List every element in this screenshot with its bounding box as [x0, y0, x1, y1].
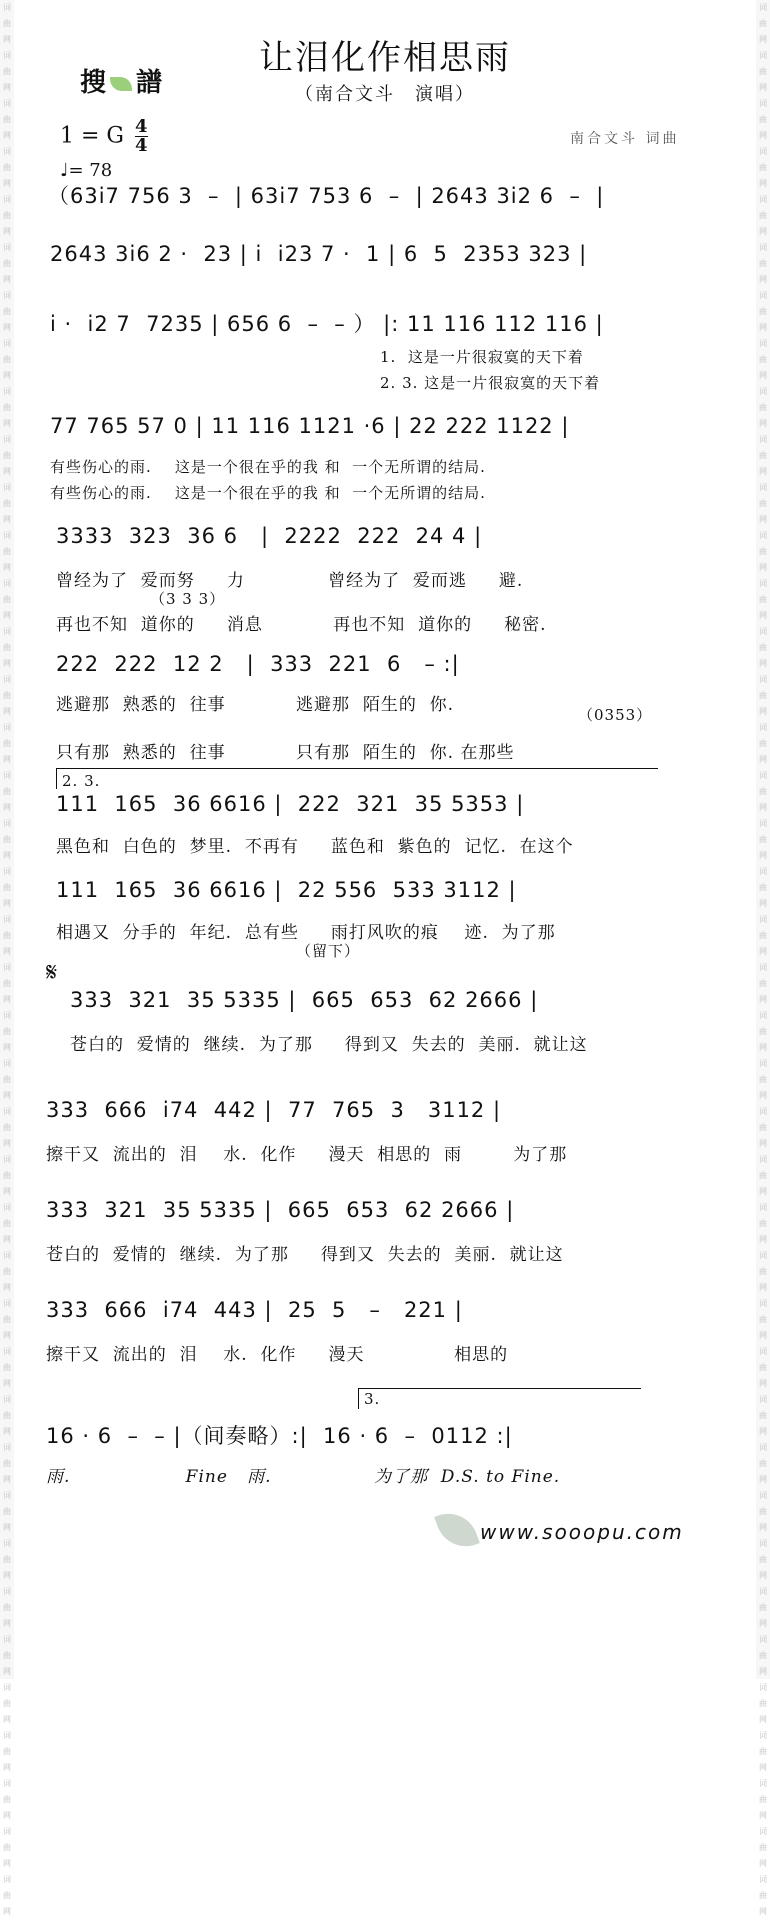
lyric-line-6a: 逃避那 熟悉的 往事 逃避那 陌生的 你.	[56, 695, 455, 715]
site-watermark: www.sooopu.com	[480, 1520, 684, 1544]
song-subtitle: （南合文斗 演唱）	[295, 84, 475, 105]
logo-left-glyph: 搜	[80, 68, 107, 98]
volta-label-2-3: 2. 3.	[62, 772, 101, 790]
score-line-10: 333 666 i74 442 | 77 765 3 3112 |	[46, 1098, 502, 1122]
score-line-13: 16 · 6 – – |（间奏略）:| 16 · 6 – 0112 :|	[46, 1424, 513, 1448]
side-strip-left: 词曲网 词曲网 词曲网 词曲网 词曲网 词曲网 词曲网 词曲网 词曲网 词曲网 词曲网 词曲网 词曲网 词曲网 词曲网 词曲网 词曲网 词曲网 词曲网 词曲网 词曲网 词曲网 词曲网 词曲网 词曲网 词曲网 词曲网 词曲网 词曲网 词曲网 词曲网 词曲网 词曲网 词曲网 词曲网 词曲网 词曲网 词曲网 词曲网 词曲网	[0, 0, 14, 1679]
lyric-line-9: 苍白的 爱情的 继续. 为了那 得到又 失去的 美丽. 就让这	[70, 1035, 588, 1055]
volta-label-3: 3.	[364, 1390, 381, 1408]
time-signature	[135, 118, 148, 155]
credits: 南合文斗 词曲	[570, 131, 680, 147]
key-signature	[60, 118, 148, 155]
alt-notes-8: （留下）	[296, 942, 361, 960]
score-line-2: 2643 3i6 2 · 23 | i i23 7 · 1 | 6 5 2353 323 |	[50, 242, 588, 266]
score-line-4: 77 765 57 0 | 11 116 1121 ·6 | 22 222 1122 |	[50, 414, 570, 438]
time-sig-top: 4	[135, 116, 148, 137]
side-strip-right: 词曲网 词曲网 词曲网 词曲网 词曲网 词曲网 词曲网 词曲网 词曲网 词曲网 词曲网 词曲网 词曲网 词曲网 词曲网 词曲网 词曲网 词曲网 词曲网 词曲网 词曲网 词曲网 词曲网 词曲网 词曲网 词曲网 词曲网 词曲网 词曲网 词曲网 词曲网 词曲网 词曲网 词曲网 词曲网 词曲网 词曲网 词曲网 词曲网 词曲网	[756, 0, 770, 1679]
lyric-line-4a: 有些伤心的雨. 这是一个很在乎的我 和 一个无所谓的结局.	[50, 458, 486, 476]
lyric-line-6b: 只有那 熟悉的 往事 只有那 陌生的 你. 在那些	[56, 743, 515, 763]
score-line-5: 3333 323 36 6 | 2222 222 24 4 |	[56, 524, 483, 548]
score-line-7: 111 165 36 6616 | 222 321 35 5353 |	[56, 792, 525, 816]
lyric-line-7: 黑色和 白色的 梦里. 不再有 蓝色和 紫色的 记忆. 在这个	[56, 837, 574, 857]
lyric-line-10: 擦干又 流出的 泪 水. 化作 漫天 相思的 雨 为了那	[46, 1145, 568, 1165]
lyric-line-13: 雨. Fine 雨. 为了那 D.S. to Fine.	[46, 1467, 561, 1487]
segno-sign: 𝄋	[46, 958, 58, 988]
logo-right-glyph: 譜	[136, 68, 163, 98]
alt-notes-5: （3 3 3）	[150, 590, 226, 608]
score-line-9: 333 321 35 5335 | 665 653 62 2666 |	[70, 988, 539, 1012]
song-title: 让泪化作相思雨	[259, 38, 511, 78]
score-line-6: 222 222 12 2 | 333 221 6 – :|	[56, 652, 460, 676]
lyric-line-4b: 有些伤心的雨. 这是一个很在乎的我 和 一个无所谓的结局.	[50, 484, 486, 502]
score-line-8: 111 165 36 6616 | 22 556 533 3112 |	[56, 878, 517, 902]
score-line-11: 333 321 35 5335 | 665 653 62 2666 |	[46, 1198, 515, 1222]
alt-notes-6: （0353）	[578, 706, 653, 724]
lyric-line-11: 苍白的 爱情的 继续. 为了那 得到又 失去的 美丽. 就让这	[46, 1245, 564, 1265]
watermark-leaf-icon	[434, 1505, 480, 1554]
lyric-line-8: 相遇又 分手的 年纪. 总有些 雨打风吹的痕 迹. 为了那	[56, 923, 556, 943]
time-sig-bottom: 4	[135, 135, 148, 156]
tempo-marking: ♩= 78	[60, 160, 113, 181]
score-line-12: 333 666 i74 443 | 25 5 – 221 |	[46, 1298, 463, 1322]
lyric-line-12: 擦干又 流出的 泪 水. 化作 漫天 相思的	[46, 1345, 509, 1365]
lyric-line-5a: 曾经为了 爱而努 力 曾经为了 爱而逃 避.	[56, 571, 524, 591]
key-text: 1 = G	[60, 123, 124, 149]
score-line-3: i · i2 7 7235 | 656 6 – – ） |: 11 116 112 116 |	[50, 312, 604, 336]
volta-bracket-3	[358, 1388, 641, 1409]
lyric-line-5b: 再也不知 道你的 消息 再也不知 道你的 秘密.	[56, 615, 547, 635]
score-line-1: （63i7 756 3 – | 63i7 753 6 – | 2643 3i2 6 – |	[48, 184, 605, 208]
lyric-line-3b: 2. 3. 这是一片很寂寞的天下着	[380, 374, 601, 392]
lyric-line-3a: 1. 这是一片很寂寞的天下着	[380, 348, 584, 366]
